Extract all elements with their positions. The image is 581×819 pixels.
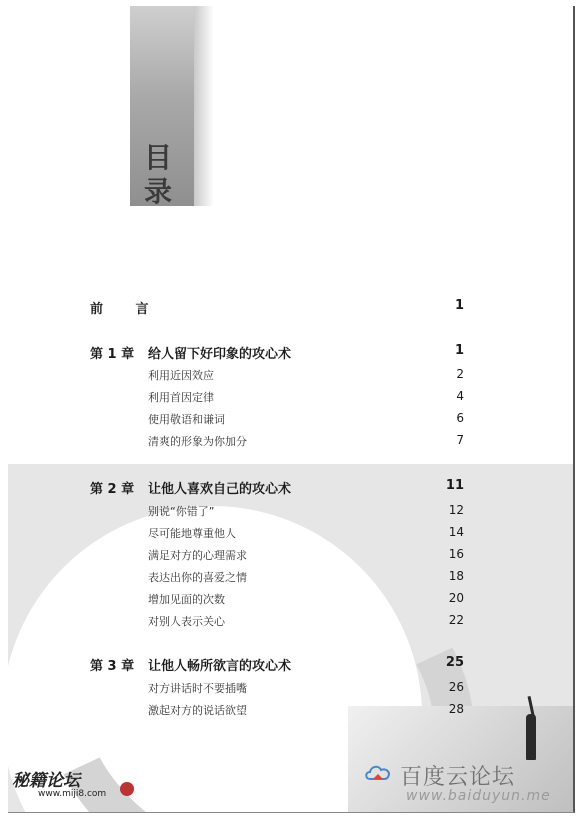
section-title: 利用近因效应 xyxy=(148,369,214,382)
toc-row-section[interactable] xyxy=(8,503,573,523)
chapter-number: 第 1 章 xyxy=(90,347,135,362)
section-page: 7 xyxy=(456,433,464,447)
section-title: 尽可能地尊重他人 xyxy=(148,527,236,540)
section-page: 4 xyxy=(456,389,464,403)
toc-row-section[interactable] xyxy=(8,591,573,611)
toc-row-section[interactable] xyxy=(8,389,573,409)
toc-row-chapter-2[interactable] xyxy=(8,478,573,498)
chapter-page: 11 xyxy=(445,478,464,493)
section-title: 激起对方的说话欲望 xyxy=(148,704,247,717)
section-title: 别说“你错了” xyxy=(148,505,215,518)
toc-row-section[interactable] xyxy=(8,367,573,387)
chapter-title: 给人留下好印象的攻心术 xyxy=(148,347,292,362)
toc-row-section[interactable] xyxy=(8,411,573,431)
toc-row-section[interactable] xyxy=(8,613,573,633)
section-title: 表达出你的喜爱之情 xyxy=(148,571,247,584)
toc-row-chapter-3[interactable] xyxy=(8,655,573,675)
section-page: 16 xyxy=(448,547,464,561)
section-title: 增加见面的次数 xyxy=(148,593,225,606)
section-title: 利用首因定律 xyxy=(148,391,214,404)
chapter-number: 第 2 章 xyxy=(90,482,135,497)
toc-row-preface[interactable] xyxy=(8,298,573,318)
toc-row-section[interactable] xyxy=(8,547,573,567)
preface-label: 前 言 xyxy=(90,302,163,317)
chapter-title: 让他人喜欢自己的攻心术 xyxy=(148,482,292,497)
watermark-left-logo: 秘籍论坛 xyxy=(12,771,80,791)
toc-row-section[interactable] xyxy=(8,680,573,700)
page-title-char-1: 目 xyxy=(144,141,173,174)
toc-row-section[interactable] xyxy=(8,569,573,589)
page-title-char-2: 录 xyxy=(144,175,173,208)
chapter-number: 第 3 章 xyxy=(90,659,135,674)
watermark-left-url: www.miji8.com xyxy=(38,789,107,799)
section-title: 使用敬语和谦词 xyxy=(148,413,225,426)
section-page: 20 xyxy=(448,591,464,605)
toc-row-section[interactable] xyxy=(8,702,573,722)
section-page: 26 xyxy=(448,680,464,694)
section-title: 清爽的形象为你加分 xyxy=(148,435,247,448)
watermark-right-logo: 百度云论坛 xyxy=(400,765,516,790)
watermark-right-url: www.baiduyun.me xyxy=(406,788,551,804)
toc-row-chapter-1[interactable] xyxy=(8,343,573,363)
section-page: 22 xyxy=(448,613,464,627)
section-page: 18 xyxy=(448,569,464,583)
chapter-page: 25 xyxy=(445,655,464,670)
cloud-icon xyxy=(364,762,392,782)
title-banner-shadow xyxy=(194,6,214,206)
section-title: 对别人表示关心 xyxy=(148,615,225,628)
seal-icon xyxy=(120,782,134,796)
section-title: 满足对方的心理需求 xyxy=(148,549,247,562)
section-page: 2 xyxy=(456,367,464,381)
preface-page: 1 xyxy=(454,298,464,313)
book-page xyxy=(8,6,575,813)
section-page: 28 xyxy=(448,702,464,716)
toc-row-section[interactable] xyxy=(8,525,573,545)
section-title: 对方讲话时不要插嘴 xyxy=(148,682,247,695)
section-page: 14 xyxy=(448,525,464,539)
toc-row-section[interactable] xyxy=(8,433,573,453)
chapter-title: 让他人畅所欲言的攻心术 xyxy=(148,659,292,674)
section-page: 12 xyxy=(448,503,464,517)
section-page: 6 xyxy=(456,411,464,425)
chapter-page: 1 xyxy=(454,343,464,358)
